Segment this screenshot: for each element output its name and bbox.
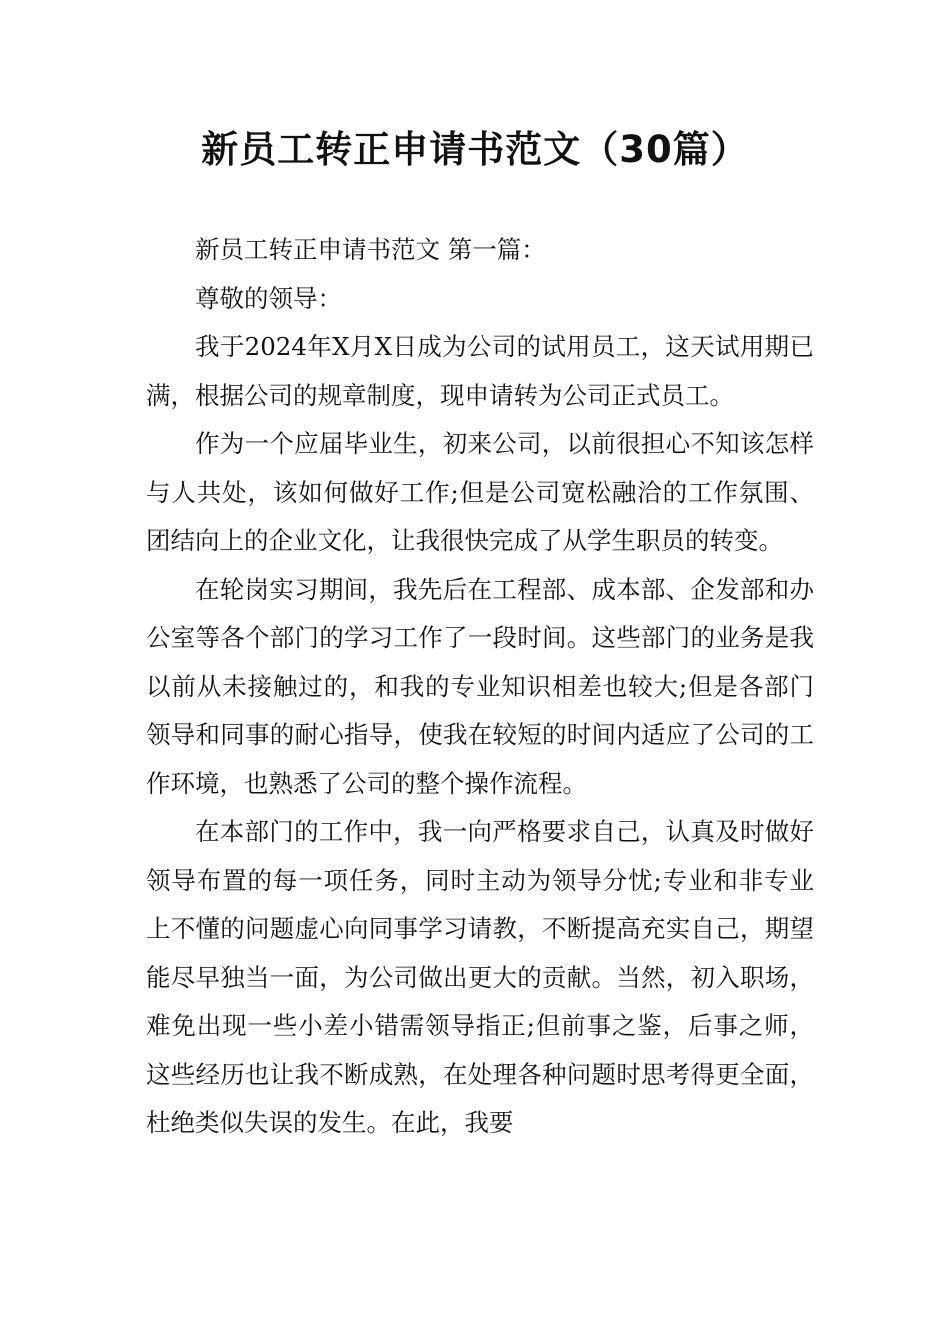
document-body: [146, 226, 814, 1148]
body-paragraph: 作为一个应届毕业生，初来公司，以前很担心不知该怎样与人共处，该如何做好工作;但是公司宽松融洽的工作氛围、团结向上的企业文化，让我很快完成了从学生职员的转变。: [146, 429, 814, 555]
body-paragraph: 在本部门的工作中，我一向严格要求自己，认真及时做好领导布置的每一项任务，同时主动为领导分忧;专业和非专业上不懂的问题虚心向同事学习请教，不断提高充实自己，期望能尽早独当一面，为公司做出更大的贡献。当然，初入职场，难免出现一些小差小错需领导指正;但前事之鉴，后事之师，这些经历也让我不断成熟，在处理各种问题时思考得更全面，杜绝类似失误的发生。在此，我要: [146, 817, 814, 1137]
section-heading: 新员工转正申请书范文 第一篇：: [195, 235, 546, 264]
document-title: 新员工转正申请书范文（30篇）: [201, 128, 749, 171]
body-paragraph: 我于2024年X月X日成为公司的试用员工，这天试用期已满，根据公司的规章制度，现申请转为公司正式员工。: [146, 332, 814, 410]
salutation: 尊敬的领导：: [195, 283, 342, 313]
body-paragraph: 在轮岗实习期间，我先后在工程部、成本部、企发部和办公室等各个部门的学习工作了一段时间。这些部门的业务是我以前从未接触过的，和我的专业知识相差也较大;但是各部门领导和同事的耐心指导，使我在较短的时间内适应了公司的工作环境，也熟悉了公司的整个操作流程。: [146, 574, 814, 798]
